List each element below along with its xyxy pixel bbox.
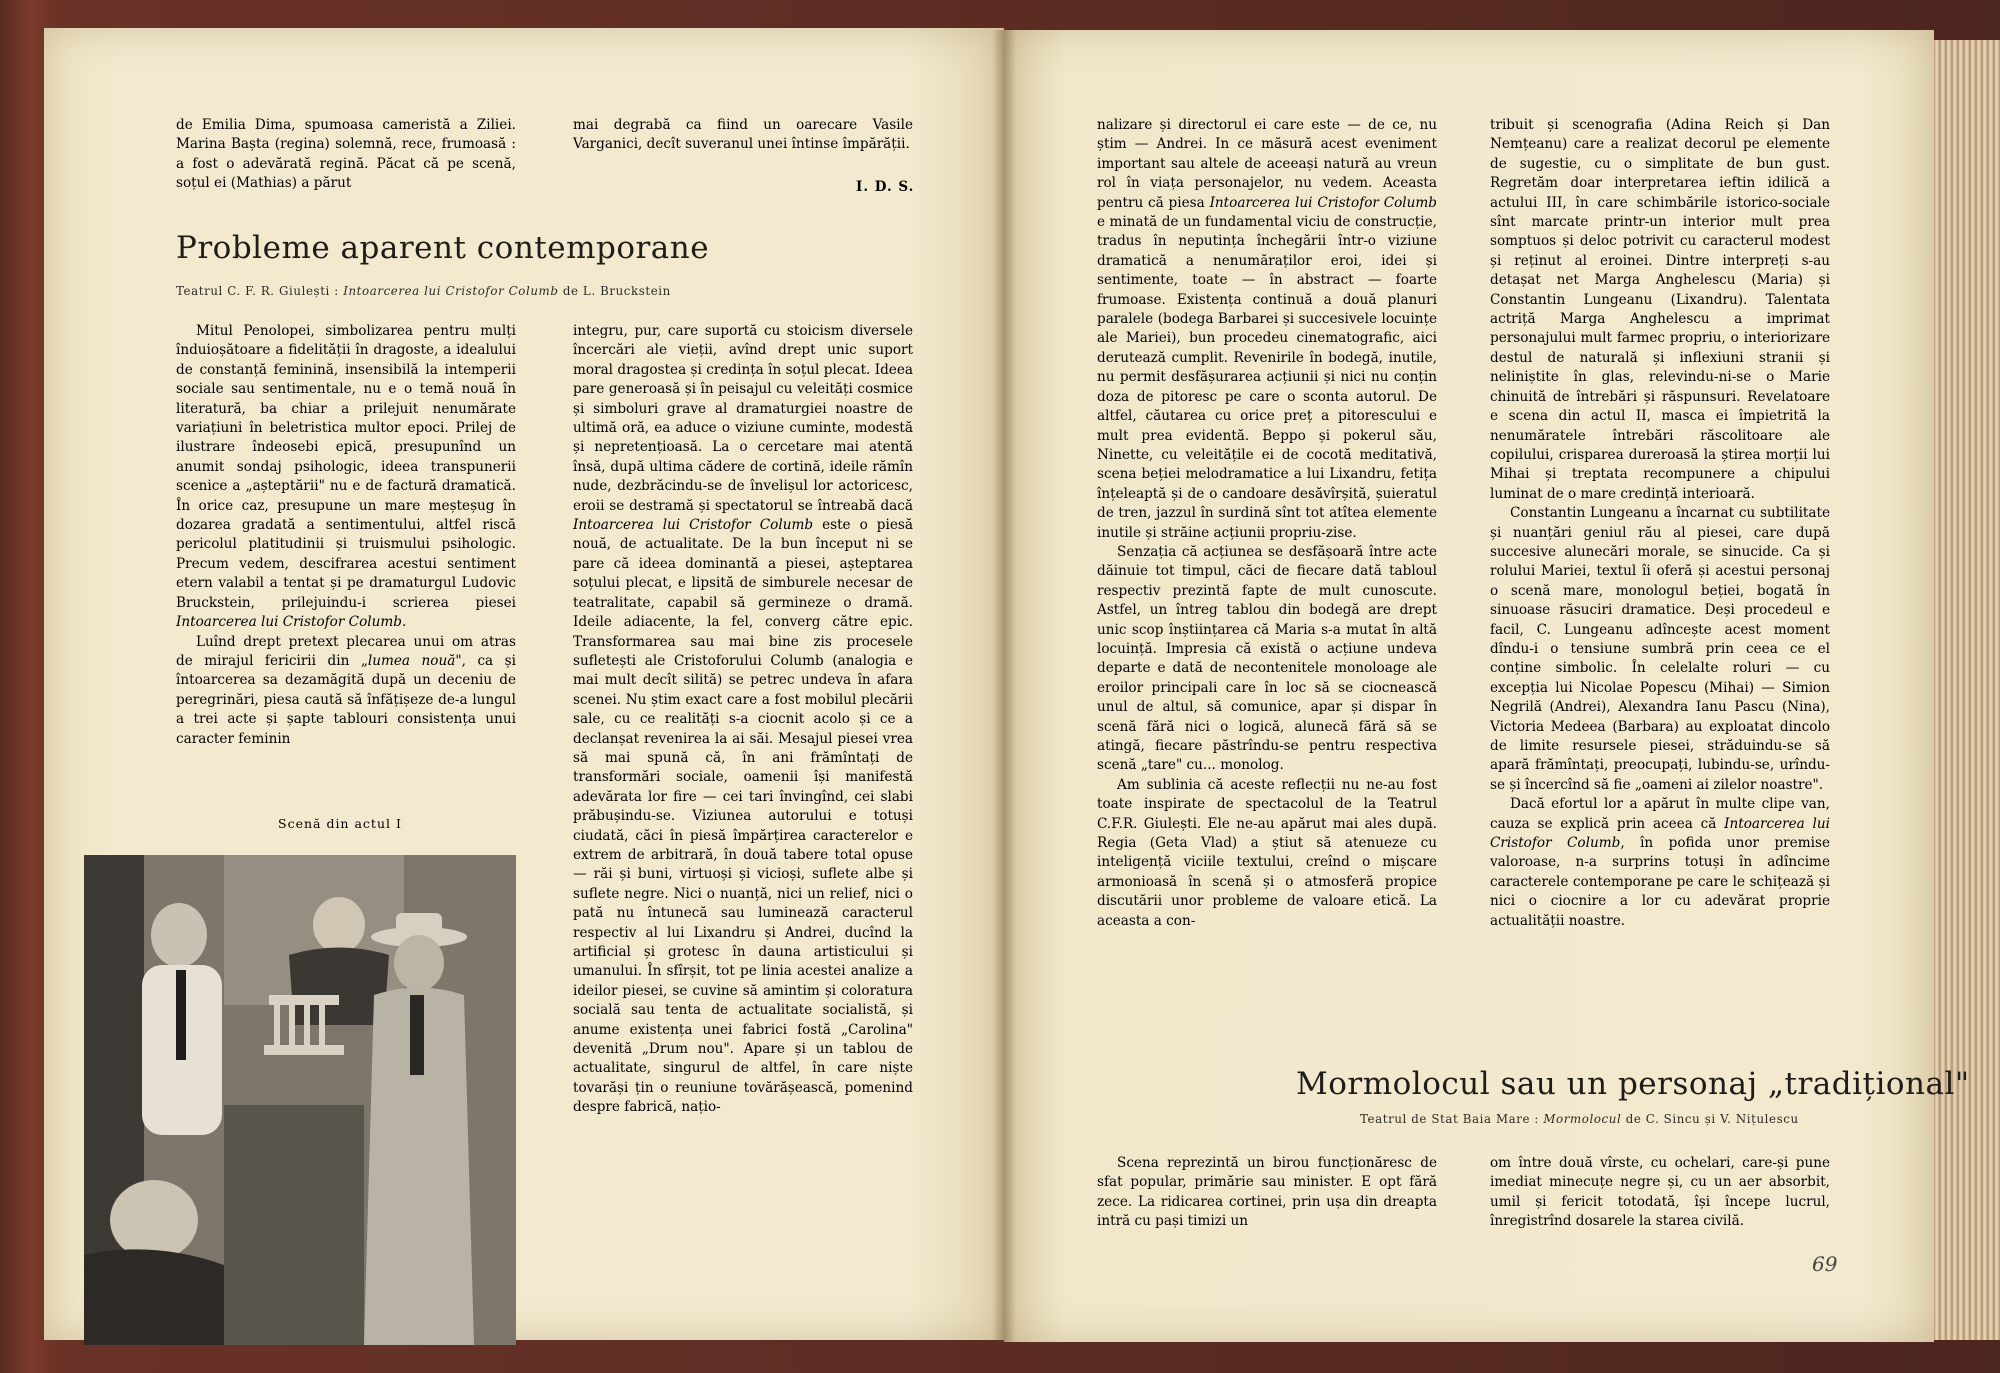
scene-photo xyxy=(84,855,516,1345)
article2-title: Mormolocul sau un personaj „tradițional" xyxy=(1296,1066,1970,1102)
intro-column-1 xyxy=(176,116,516,194)
signature: I. D. S. xyxy=(856,179,915,195)
article2-subtitle: Teatrul de Stat Baia Mare : Mormolocul de C. Sincu și V. Nițulescu xyxy=(1360,1112,1799,1126)
scene-photo-illustration xyxy=(84,855,516,1345)
page-number: 69 xyxy=(1812,1252,1838,1276)
article2-paragraph-2: om între două vîrste, cu ochelari, care-și pune imediat minecuțe negre și, cu un aer absorbit, umil și fericit totodată, își începe lucrul, înregistrînd dosarele la starea civilă. xyxy=(1490,1155,1830,1230)
right-paragraph-5: Constantin Lungeanu a încarnat cu subtilitate și nuanțări geniul rău al piesei, care după succesive alunecări morale, se sinucide. Ca și rolului Mariei, textul îi oferă și acestui personaj o scenă mare, monologul beției, bogată în sinuoase răsuciri dramatice. Deși procedeul e facil, C. Lungeanu adîncește acest moment dîndu-i o tensiune sumbră prin ceea ce el conține simbolic. În celelalte roluri — cu excepția lui Nicolae Popescu (Mihai) — Simion Negrilă (Andrei), Alexandra Ianu Pascu (Nina), Victoria Medeea (Barbara) au exploatat dincolo de limite resursele piesei, străduindu-se să apară frămîntați, preocupați, lubindu-se, urîndu-se și încercînd să fie „oameni ai zilelor noastre". xyxy=(1490,505,1830,793)
right-paragraph-3: Am sublinia că aceste reflecții nu ne-au fost toate inspirate de spectacolul de la Teatrul C.F.R. Giulești. Ele ne-au apărut mai ales după. Regia (Geta Vlad) a știut să atenueze cu inteligență viciile textului, creînd o mișcare armonioasă în scenă și o atmosferă propice discutării unor probleme de valoare etică. La aceasta a con- xyxy=(1097,776,1437,929)
intro-text-2: mai degrabă ca fiind un oarecare Vasile Varganici, decît suveranul unei întinse împărății. xyxy=(573,117,913,153)
article2-paragraph-1: Scena reprezintă un birou funcționăresc de sfat popular, primărie sau minister. E opt fără zece. La ridicarea cortinei, prin ușa din dreapta intră cu pași timizi un xyxy=(1097,1155,1437,1230)
article1-paragraph-3: integru, pur, care suportă cu stoicism diversele încercări ale vieții, avînd drept unic suport moral dragostea și credința în soțul plecat. Ideea pare generoasă și în peisajul cu veleități cosmice și simboluri grave al dramaturgiei noastre de ultimă oră, ea aduce o viziune cuminte, modestă și nepretențioasă. La o cercetare mai atentă însă, după ultima cădere de cortină, ideile rămîn nude, dezbrăcindu-se de învelișul lor actoricesc, eroii se destramă și spectatorul se întreabă dacă Intoarcerea lui Cristofor Columb este o piesă nouă, de actualitate. De la bun început ni se pare că ideea dominantă a piesei, așteptarea soțului plecat, e lipsită de simburele necesar de teatralitate, capabil să germineze o dramă. Ideile adiacente, la fel, converg către epic. Transformarea sau mai bine zis procesele sufletești ale Cristoforului Columb (analogia e mai mult decît silită) se petrec undeva în afara scenei. Nu știm exact care a fost mobilul plecării sale, cu ce realități s-a ciocnit acolo și ce a declanșat revenirea la ai săi. Mesajul piesei vrea să mai spună că, în ani frămîntați de transformări sociale, oamenii își manifestă adevărata lor fire — cei tari învingînd, cei slabi prăbușindu-se. Viziunea autorului e totuși ciudată, căci în piesă împărțirea caracterelor e extrem de arbitrară, în două tabere total opuse — răi și buni, virtuoși și vicioși, suflete albe și suflete negre. Nici o nuanță, nici un relief, nici o pată nu întunecă sau luminează caracterul respectiv al lui Lixandru și Andrei, ducînd la artificial și grotesc în dauna artisticului și umanului. În sfîrșit, tot pe linia acestei analize a ideilor piesei, se cuvine să amintim și coloratura socială sau tenta de actualitate socialistă, și anume existența unei fabrici fostă „Carolina" devenită „Drum nou". Apare și un tablou de actualitate, singurul de altfel, în care niște tovarăși țin o reuniune tovărășească, pomenind despre fabrică, națio- xyxy=(573,323,913,1116)
article1-paragraph-1: Mitul Penolopei, simbolizarea pentru mulți înduioșătoare a fidelității în dragoste, a idealului de constanță feminină, insensibilă la intemperii sociale sau sentimentale, nu e o temă nouă în literatură, ba chiar a prilejuit nenumărate variațiuni în beletristica multor epoci. Prilej de ilustrare îndeosebi epică, presupunînd un anumit sondaj psihologic, ideea transpunerii scenice a „așteptării" nu e de factură dramatică. În orice caz, presupune un mare meșteșug în dozarea gradată a sentimentului, altfel riscă pericolul platitudinii și truismului psihologic. Precum vedem, descifrarea acestui sentiment etern valabil a tentat și pe dramaturgul Ludovic Bruckstein, prilejuindu-i scrierea piesei Intoarcerea lui Cristofor Columb. xyxy=(176,323,516,631)
right-paragraph-4: tribuit și scenografia (Adina Reich și Dan Nemțeanu) care a realizat decorul pe elemente de sugestie, cu o simplitate de bun gust. Regretăm doar interpretarea ieftin idilică a actului III, în care schimbările istorico-sociale sînt marcate printr-un interior mult prea somptuos și deloc potrivit cu caracterul modest și reținut al eroinei. Dintre interpreți s-au detașat net Marga Anghelescu (Maria) și Constantin Lungeanu (Lixandru). Talentata actriță Marga Anghelescu a imprimat personajului mult farmec propriu, o interiorizare destul de naturală și inflexiuni stranii și neliniștite în glas, relevindu-ni-se o Marie chinuită de întrebări și răspunsuri. Revelatoare e scena din actul II, masca ei împietrită la nenumăratele întrebări răscolitoare ale copilului, crisparea dureroasă la știrea morții lui Mihai și treptata recompunere a chipului luminat de o mare credință interioară. xyxy=(1490,117,1830,502)
photo-caption: Scenă din actul I xyxy=(278,816,402,831)
intro-text-1: de Emilia Dima, spumoasa cameristă a Ziliei. Marina Baștа (regina) solemnă, rece, frumoasă : a fost o adevărată regină. Păcat că pe scenă, soțul ei (Mathias) a părut xyxy=(176,117,516,192)
article1-paragraph-2: Luînd drept pretext plecarea unui om atras de mirajul fericirii din „lumea nouă", ca și întoarcerea sa dezamăgită după un deceniu de peregrinări, piesa caută să înfățișeze de-a lungul a trei acte și șapte tablouri consistența unui caracter feminin xyxy=(176,633,517,747)
right-column-1 xyxy=(1097,116,1437,931)
right-paragraph-2: Senzația că acțiunea se desfășoară între acte dăinuie tot timpul, căci de fiecare dată tabloul respectiv prezintă fapte de mult cunoscute. Astfel, un întreg tablou din bodegă are drept unic scop înștiințarea că Maria s-a mutat în altă locuință. Impresia că există o acțiune undeva departe e dată de necontenitele monoloage ale eroilor principali care în loc să se ciocnească unul de altul, să comunice, apar și dispar în scenă fără nici o logică, alunecă fără să se atingă, fiecare păstrîndu-se pentru respectiva scenă „tare" cu... monolog. xyxy=(1097,543,1437,774)
right-paragraph-6: Dacă efortul lor a apărut în multe clipe van, cauza se explică prin aceea că Intoarcerea lui Cristofor Columb, în pofida unor premise valoroase, n-a surprins totuși în adîncime caracterele contemporane pe care le schițează și nici o ciocnire a lor cu adevărat proprie actualității noastre. xyxy=(1490,796,1831,929)
article2-column-1 xyxy=(1097,1154,1437,1232)
right-column-2 xyxy=(1490,116,1830,931)
right-paragraph-1: nalizare și directorul ei care este — de ce, nu știm — Andrei. In ce măsură acest eveniment important sau altele de aceeași natură au vreun rol în viața personajelor, nu vedem. Aceasta pentru că piesa Intoarcerea lui Cristofor Columb e minată de un fundamental viciu de construcție, tradus în neputința închegării într-o viziune dramatică a nenumăraților eroi, idei și sentimente, toate — în abstract — foarte frumoase. Existența continuă a două planuri paralele (bodega Barbarei și succesivele locuințe ale Mariei), bun procedeu cinematografic, aici derutează cumplit. Revenirile în bodegă, inutile, nu permit desfășurarea acțiunii și nici nu conțin doza de pitoresc pe care o sconta autorul. De altfel, căutarea cu orice preț a pitorescului e mult prea evidentă. Beppo și pokerul său, Ninette, cu veleitățile ei de cocotă meditativă, scena beției melodramatice a lui Lixandru, fetița înțeleaptă și de o candoare desăvîrșită, șuieratul de tren, jazzul în surdină sînt tot atîtea elemente inutile și străine acțiunii propriu-zise. xyxy=(1097,117,1437,541)
book-gutter xyxy=(992,30,1016,1342)
article-subtitle: Teatrul C. F. R. Giulești : Intoarcerea lui Cristofor Columb de L. Bruckstein xyxy=(176,284,671,298)
article2-column-2 xyxy=(1490,1154,1830,1232)
article1-column-2 xyxy=(573,322,913,1118)
article-title: Probleme aparent contemporane xyxy=(176,230,710,266)
intro-column-2 xyxy=(573,116,913,155)
page-edges xyxy=(1930,40,2000,1340)
article1-column-1 xyxy=(176,322,516,749)
